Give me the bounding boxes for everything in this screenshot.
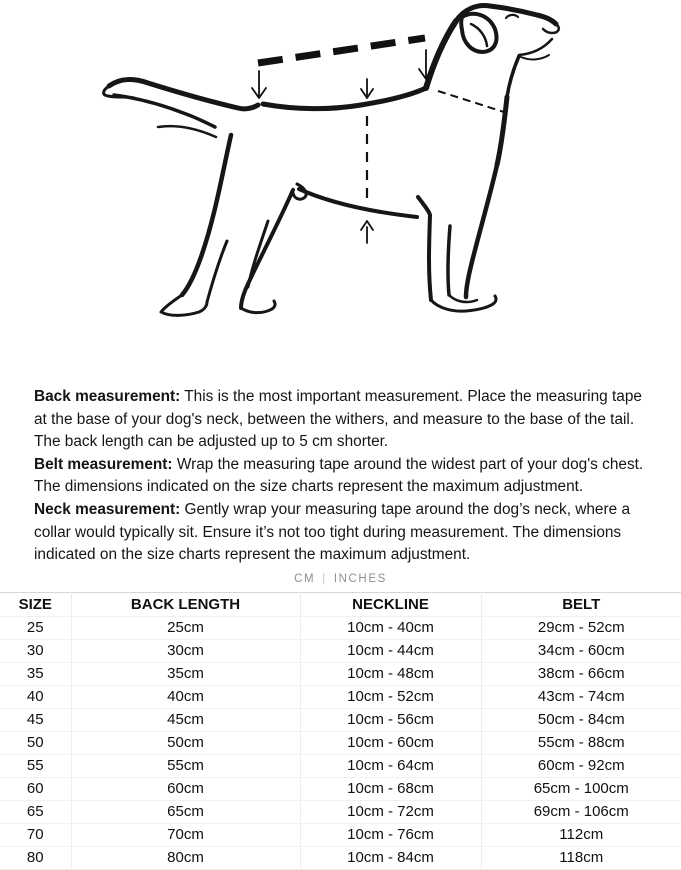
belt-arrow-up-icon (361, 221, 373, 243)
table-cell: 55 (0, 754, 71, 777)
unit-divider: | (322, 572, 327, 585)
table-cell: 10cm - 64cm (300, 754, 481, 777)
table-row (0, 616, 681, 639)
table-cell: 43cm - 74cm (481, 685, 681, 708)
belt-measurement-text: Wrap the measuring tape around the widest part of your dog's chest. The dimensions indicated on the size charts represent the maximum adjustment. (34, 455, 644, 496)
table-cell: 65cm - 100cm (481, 777, 681, 800)
table-row (0, 754, 681, 777)
table-row (0, 685, 681, 708)
table-cell: 10cm - 84cm (300, 846, 481, 869)
unit-toggle (0, 567, 681, 592)
table-cell: 10cm - 60cm (300, 731, 481, 754)
unit-cm-button[interactable]: CM (294, 572, 316, 585)
table-cell: 10cm - 40cm (300, 616, 481, 639)
belt-arrow-down-icon (361, 79, 373, 98)
table-cell: 25 (0, 616, 71, 639)
neck-measurement-text: Gently wrap your measuring tape around the dog’s neck, where a collar would typically sit. Ensure it’s not too tight during measurement. The dimensions indicated on the size charts represent the maximum adjustment. (34, 500, 631, 564)
table-cell: 10cm - 56cm (300, 708, 481, 731)
table-cell: 50cm - 84cm (481, 708, 681, 731)
belt-measurement-label: Belt measurement: (34, 455, 173, 473)
table-cell: 55cm (71, 754, 300, 777)
table-cell: 70 (0, 823, 71, 846)
table-row (0, 639, 681, 662)
size-table-body (0, 616, 681, 869)
table-cell: 30cm (71, 639, 300, 662)
table-cell: 10cm - 48cm (300, 662, 481, 685)
table-cell: 80cm (71, 846, 300, 869)
table-cell: 118cm (481, 846, 681, 869)
size-chart-table (0, 592, 681, 870)
table-cell: 65 (0, 800, 71, 823)
table-row (0, 731, 681, 754)
back-measurement-label: Back measurement: (34, 388, 181, 405)
table-cell: 38cm - 66cm (481, 662, 681, 685)
size-table-header (0, 592, 681, 616)
header-size: SIZE (0, 592, 71, 616)
table-cell: 80 (0, 846, 71, 869)
back-measurement-text: This is the most important measurement. Place the measuring tape at the base of your dog's neck, between the withers, and measure to the base of the tail. The back length can be adjusted up to 5 cm shorter. (34, 388, 642, 451)
table-cell: 40 (0, 685, 71, 708)
header-row (0, 592, 681, 616)
header-neckline: NECKLINE (300, 592, 481, 616)
table-row (0, 823, 681, 846)
table-row (0, 777, 681, 800)
dog-diagram-svg (0, 0, 681, 372)
table-cell: 35cm (71, 662, 300, 685)
table-cell: 10cm - 44cm (300, 639, 481, 662)
header-belt: BELT (481, 592, 681, 616)
back-length-measure-line (258, 38, 425, 63)
table-cell: 45cm (71, 708, 300, 731)
back-arrow-left-icon (252, 71, 266, 98)
neckline-measure-line (438, 91, 504, 112)
table-cell: 29cm - 52cm (481, 616, 681, 639)
table-cell: 10cm - 76cm (300, 823, 481, 846)
neck-measurement-label: Neck measurement: (34, 500, 181, 518)
table-cell: 50 (0, 731, 71, 754)
table-cell: 50cm (71, 731, 300, 754)
table-cell: 25cm (71, 616, 300, 639)
table-cell: 112cm (481, 823, 681, 846)
belt-measurement-paragraph (34, 454, 657, 499)
unit-inches-button[interactable]: INCHES (333, 572, 387, 585)
back-measurement-paragraph (34, 386, 657, 454)
measurement-instructions (0, 372, 681, 567)
header-back-length: BACK LENGTH (71, 592, 300, 616)
table-cell: 10cm - 52cm (300, 685, 481, 708)
neck-measurement-paragraph (34, 499, 657, 567)
table-cell: 60cm (71, 777, 300, 800)
table-row (0, 800, 681, 823)
table-cell: 60cm - 92cm (481, 754, 681, 777)
table-cell: 10cm - 72cm (300, 800, 481, 823)
dog-measurement-illustration (0, 0, 681, 372)
table-cell: 30 (0, 639, 71, 662)
table-cell: 40cm (71, 685, 300, 708)
table-cell: 35 (0, 662, 71, 685)
table-cell: 45 (0, 708, 71, 731)
table-row (0, 662, 681, 685)
table-cell: 34cm - 60cm (481, 639, 681, 662)
table-cell: 65cm (71, 800, 300, 823)
table-cell: 55cm - 88cm (481, 731, 681, 754)
table-row (0, 846, 681, 869)
dog-outline (104, 6, 559, 316)
table-cell: 60 (0, 777, 71, 800)
table-cell: 10cm - 68cm (300, 777, 481, 800)
table-row (0, 708, 681, 731)
table-cell: 69cm - 106cm (481, 800, 681, 823)
table-cell: 70cm (71, 823, 300, 846)
